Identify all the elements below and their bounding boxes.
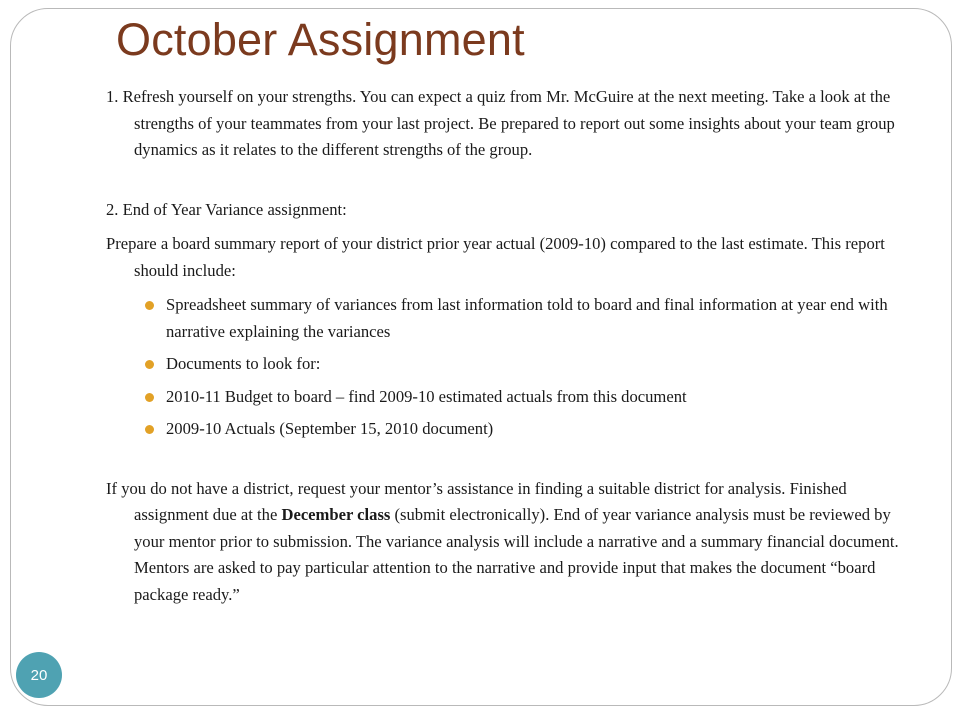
bullet-text: 2009-10 Actuals (September 15, 2010 document) [166, 419, 494, 438]
bullet-dot-icon [145, 301, 154, 310]
assignment-item-2-heading: 2. End of Year Variance assignment: [106, 199, 347, 219]
bullet-item [106, 384, 912, 411]
closing-text-part-1: If you do not have a district, request your mentor’s assistance in finding a suitable district for analysis. Finished assignment due at the [106, 478, 847, 524]
bullet-text: Spreadsheet summary of variances from last information told to board and final information at year end with narrative explaining the variances [166, 295, 888, 341]
slide-content [106, 84, 912, 616]
bullet-list [106, 292, 912, 443]
page-number-badge: 20 [16, 652, 62, 698]
bullet-dot-icon [145, 360, 154, 369]
bullet-item [106, 416, 912, 443]
assignment-item-2-body: Prepare a board summary report of your district prior year actual (2009-10) compared to the last estimate. This report should include: [106, 234, 885, 280]
bullet-item [106, 351, 912, 378]
assignment-item-1: 1. Refresh yourself on your strengths. You can expect a quiz from Mr. McGuire at the next meeting. Take a look at the strengths of your teammates from your last project. Be prepared to report out some insights about your team group dynamics as it relates to the different strengths of the group. [106, 87, 895, 159]
due-date-highlight: December class [281, 505, 391, 524]
closing-paragraph [106, 476, 912, 609]
bullet-text: 2010-11 Budget to board – find 2009-10 estimated actuals from this document [166, 386, 687, 406]
closing-text-part-2: (submit electronically). End of year variance analysis must be reviewed by your mentor prior to submission. The variance analysis will include a narrative and a summary financial document. Mentors are asked to pay particular attention to the narrative and provide input that makes the document “board package ready.” [134, 505, 899, 604]
bullet-text: Documents to look for: [166, 354, 321, 373]
bullet-item [106, 292, 912, 345]
bullet-dot-icon [145, 393, 154, 402]
slide-title: October Assignment [116, 14, 525, 65]
bullet-dot-icon [145, 425, 154, 434]
